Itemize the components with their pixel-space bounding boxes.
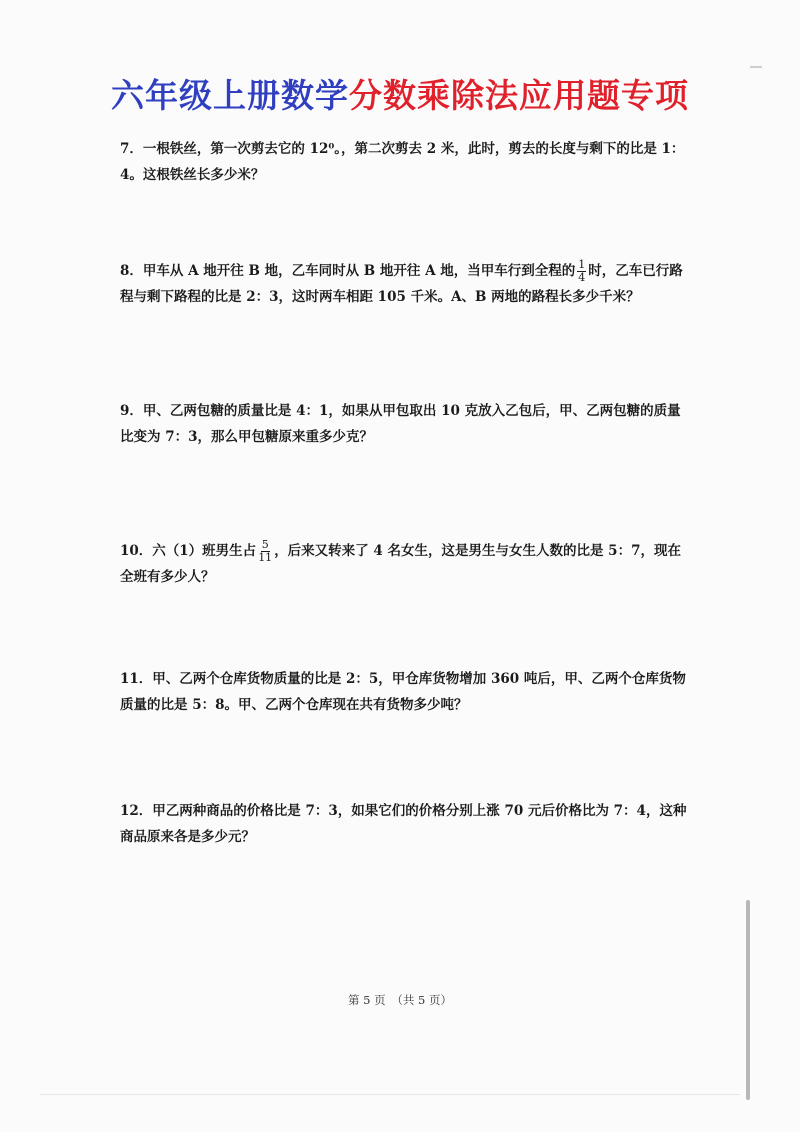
question-7-line-1: 7．一根铁丝，第一次剪去它的 12⁰。，第二次剪去 2 米，此时，剪去的长度与剩下的比是 1： (120, 141, 685, 157)
page-title (0, 70, 800, 117)
question-11 (120, 666, 690, 718)
page-footer: 第 5 页 （共 5 页） (347, 993, 452, 1007)
question-8-line-1 (120, 258, 690, 284)
question-12-line-1: 12．甲乙两种商品的价格比是 7：3，如果它们的价格分别上涨 70 元后价格比为 7：4，这种 (120, 803, 687, 819)
fraction-five-elevenths (258, 539, 272, 564)
question-10 (120, 538, 690, 590)
title-part-blue: 六年级上册数学 (111, 76, 349, 115)
title-part-red: 分数乘除法应用题专项 (349, 76, 689, 115)
fraction-numerator: 5 (261, 538, 269, 551)
question-9-line-1: 9．甲、乙两包糖的质量比是 4：1，如果从甲包取出 10 克放入乙包后，甲、乙两包糖的质量 (120, 403, 681, 419)
question-7-line-2: 4。这根铁丝长多少米？ (120, 167, 265, 183)
question-8-text-a: 8．甲车从 A 地开往 B 地，乙车同时从 B 地开往 A 地，当甲车行到全程的 (120, 263, 576, 279)
question-11-line-2: 质量的比是 5：8。甲、乙两个仓库现在共有货物多少吨？ (120, 697, 468, 713)
question-9 (120, 398, 690, 450)
fraction-numerator: 1 (578, 258, 586, 271)
question-11-line-1: 11．甲、乙两个仓库货物质量的比是 2：5，甲仓库货物增加 360 吨后，甲、乙两个仓库货物 (120, 671, 686, 687)
question-8 (120, 258, 690, 310)
vertical-scrollbar[interactable] (746, 900, 750, 1100)
question-12 (120, 798, 690, 850)
question-12-line-2: 商品原来各是多少元？ (120, 829, 255, 845)
question-9-line-2: 比变为 7：3，那么甲包糖原来重多少克？ (120, 429, 373, 445)
question-10-line-1 (120, 538, 690, 564)
question-8-line-2: 程与剩下路程的比是 2：3，这时两车相距 105 千米。A、B 两地的路程长多少千米？ (120, 289, 640, 305)
fraction-denominator: 4 (578, 271, 586, 284)
question-10-text-b: ，后来又转来了 4 名女生，这是男生与女生人数的比是 5：7，现在 (274, 543, 681, 559)
question-7 (120, 136, 690, 188)
question-10-line-2: 全班有多少人？ (120, 569, 215, 585)
question-8-text-b: 时，乙车已行路 (588, 263, 683, 279)
page-bottom-divider (40, 1094, 740, 1095)
question-10-text-a: 10．六（1）班男生占 (120, 543, 257, 559)
top-edge-mark (750, 66, 762, 68)
fraction-one-quarter (577, 259, 586, 284)
fraction-denominator: 11 (258, 551, 273, 564)
